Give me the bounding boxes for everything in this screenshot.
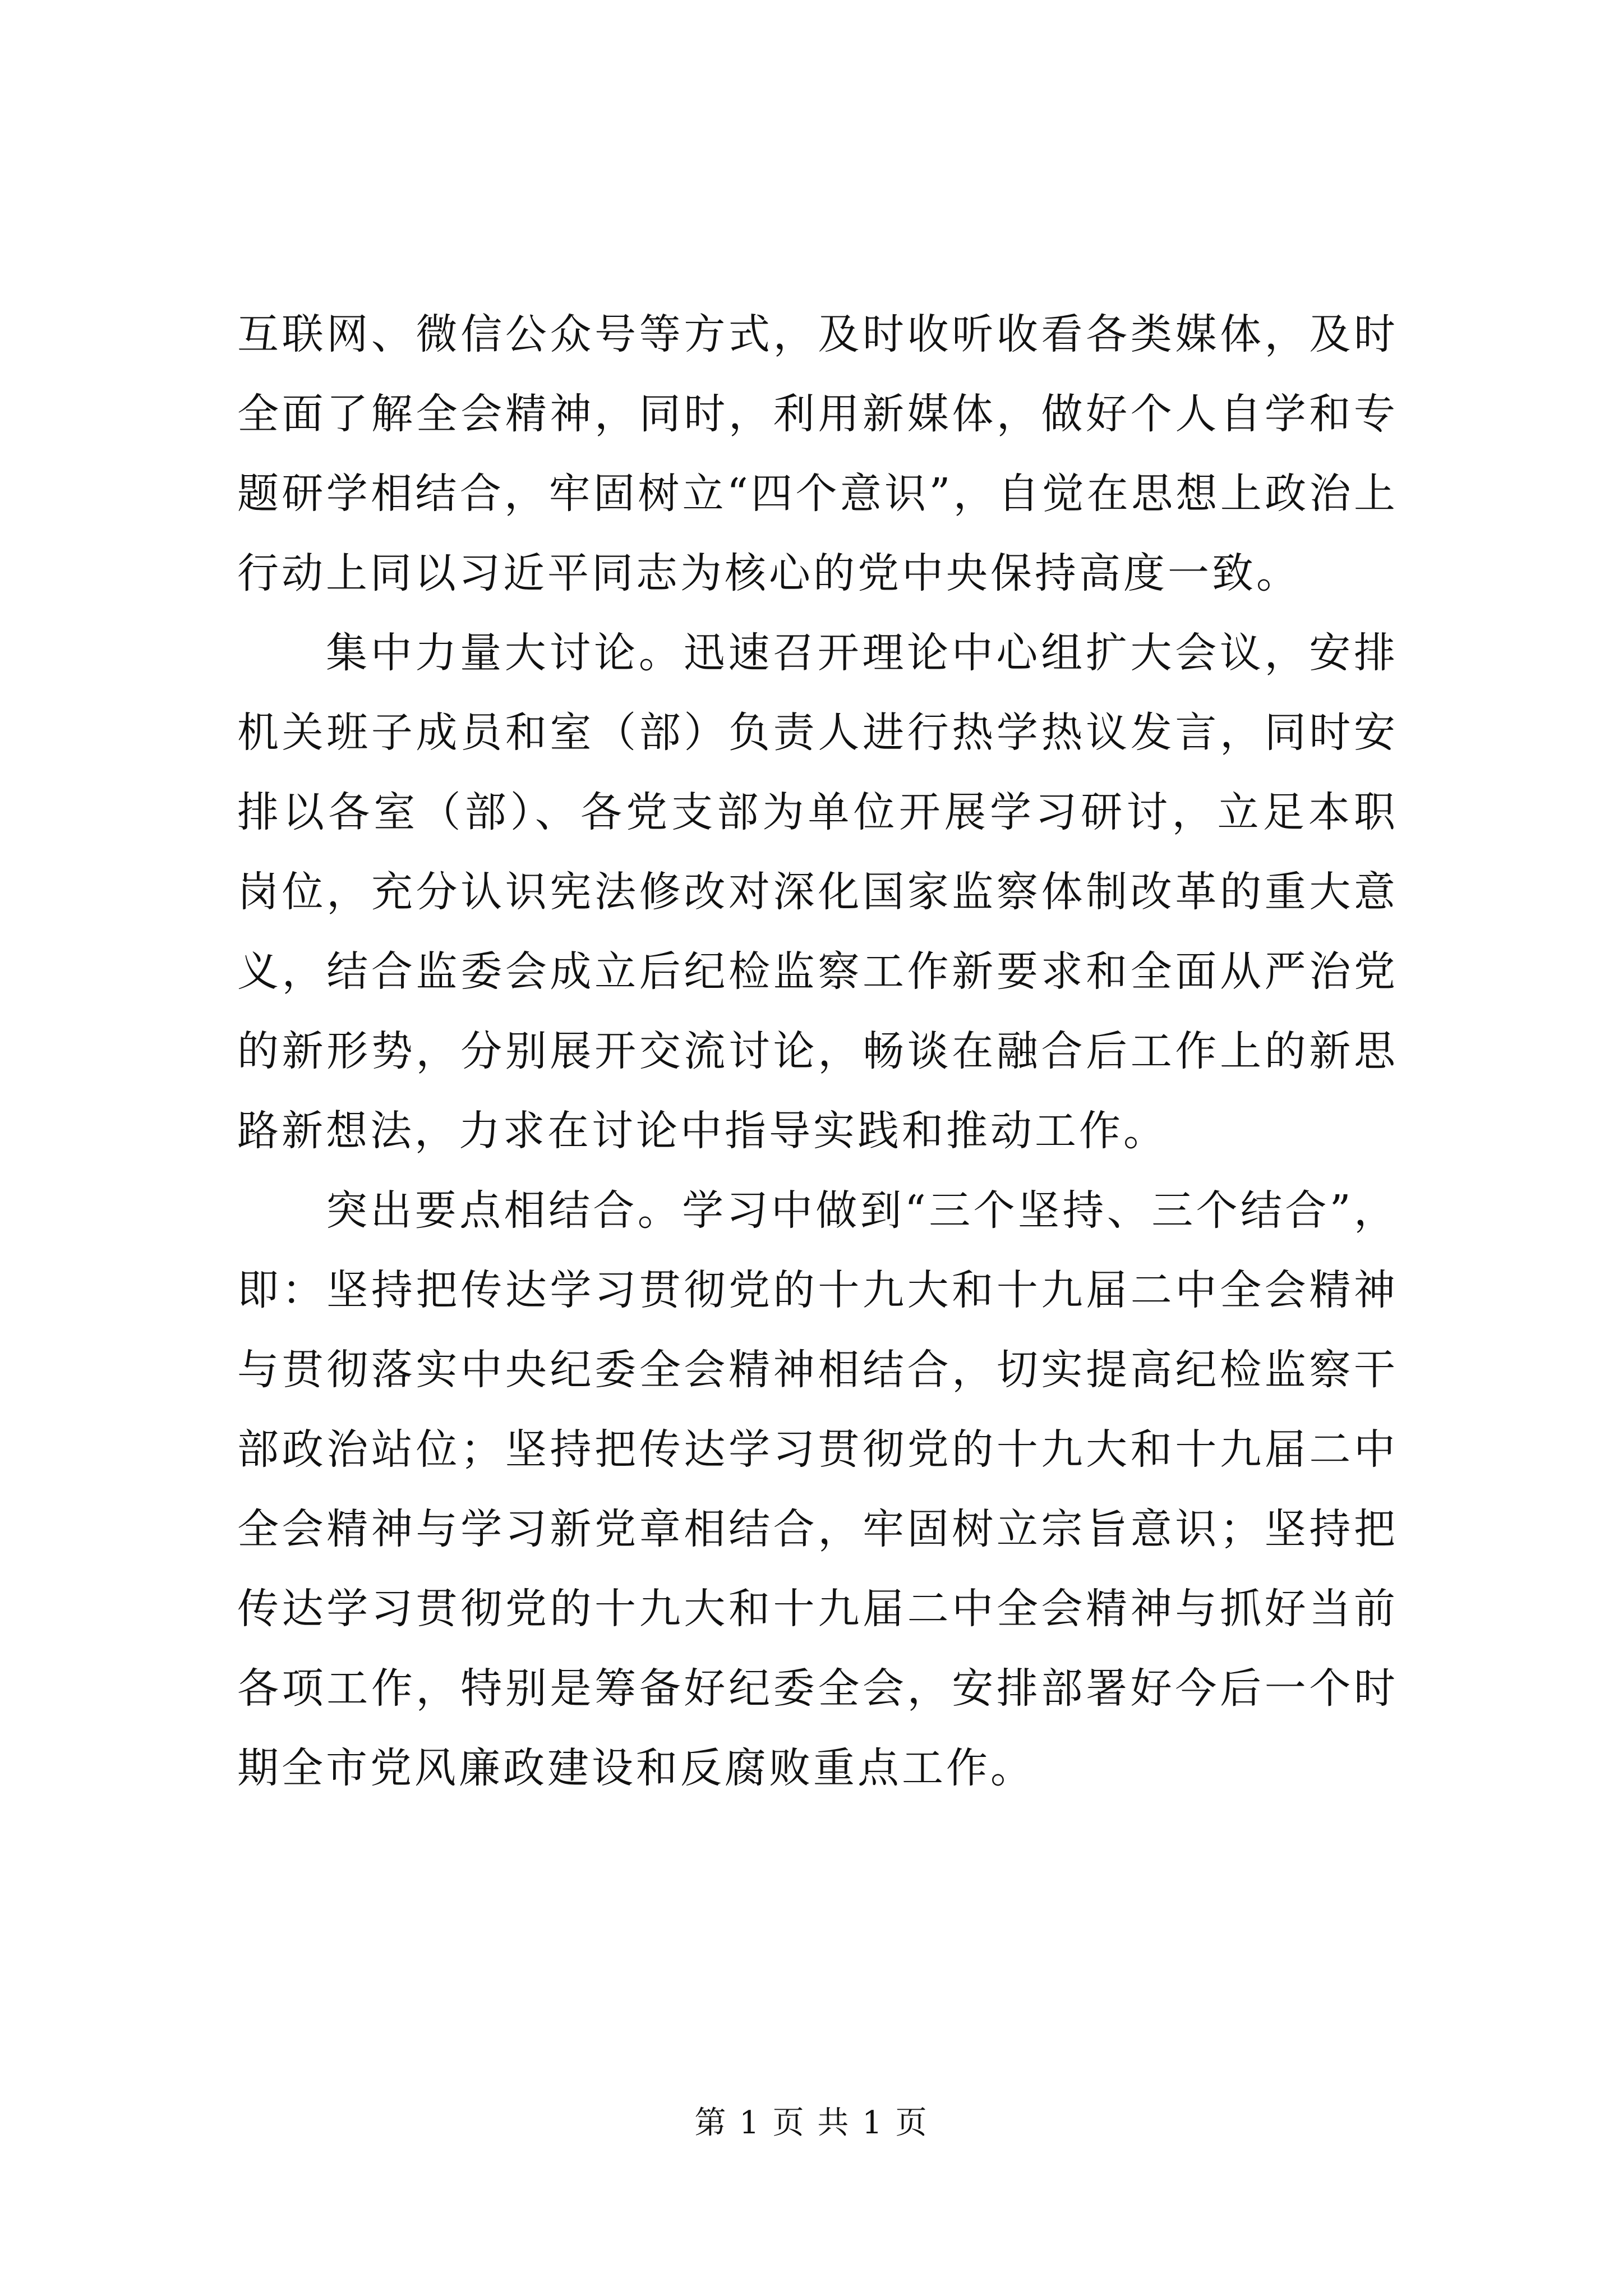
- paragraph-3: 突出要点相结合。学习中做到“三个坚持、三个结合”，即：坚持把传达学习贯彻党的十九大和十九届二中全会精神与贯彻落实中央纪委全会精神相结合，切实提高纪检监察干部政治站位；坚持把传达学习贯彻党的十九大和十九届二中全会精神与学习新党章相结合，牢固树立宗旨意识；坚持把传达学习贯彻党的十九大和十九届二中全会精神与抓好当前各项工作，特别是筹备好纪委全会，安排部署好今后一个时期全市党风廉政建设和反腐败重点工作。: [237, 1186, 1398, 1792]
- document-body: [237, 295, 1398, 1808]
- paragraph-1: 互联网、微信公众号等方式，及时收听收看各类媒体，及时全面了解全会精神，同时，利用新媒体，做好个人自学和专题研学相结合，牢固树立“四个意识”，自觉在思想上政治上行动上同以习近平同志为核心的党中央保持高度一致。: [237, 310, 1398, 597]
- paragraph-2: 集中力量大讨论。迅速召开理论中心组扩大会议，安排机关班子成员和室（部）负责人进行热学热议发言，同时安排以各室（部）、各党支部为单位开展学习研讨，立足本职岗位，充分认识宪法修改对深化国家监察体制改革的重大意义，结合监委会成立后纪检监察工作新要求和全面从严治党的新形势，分别展开交流讨论，畅谈在融合后工作上的新思路新想法，力求在讨论中指导实践和推动工作。: [237, 629, 1398, 1155]
- page-footer: 第 1 页 共 1 页: [694, 2105, 929, 2141]
